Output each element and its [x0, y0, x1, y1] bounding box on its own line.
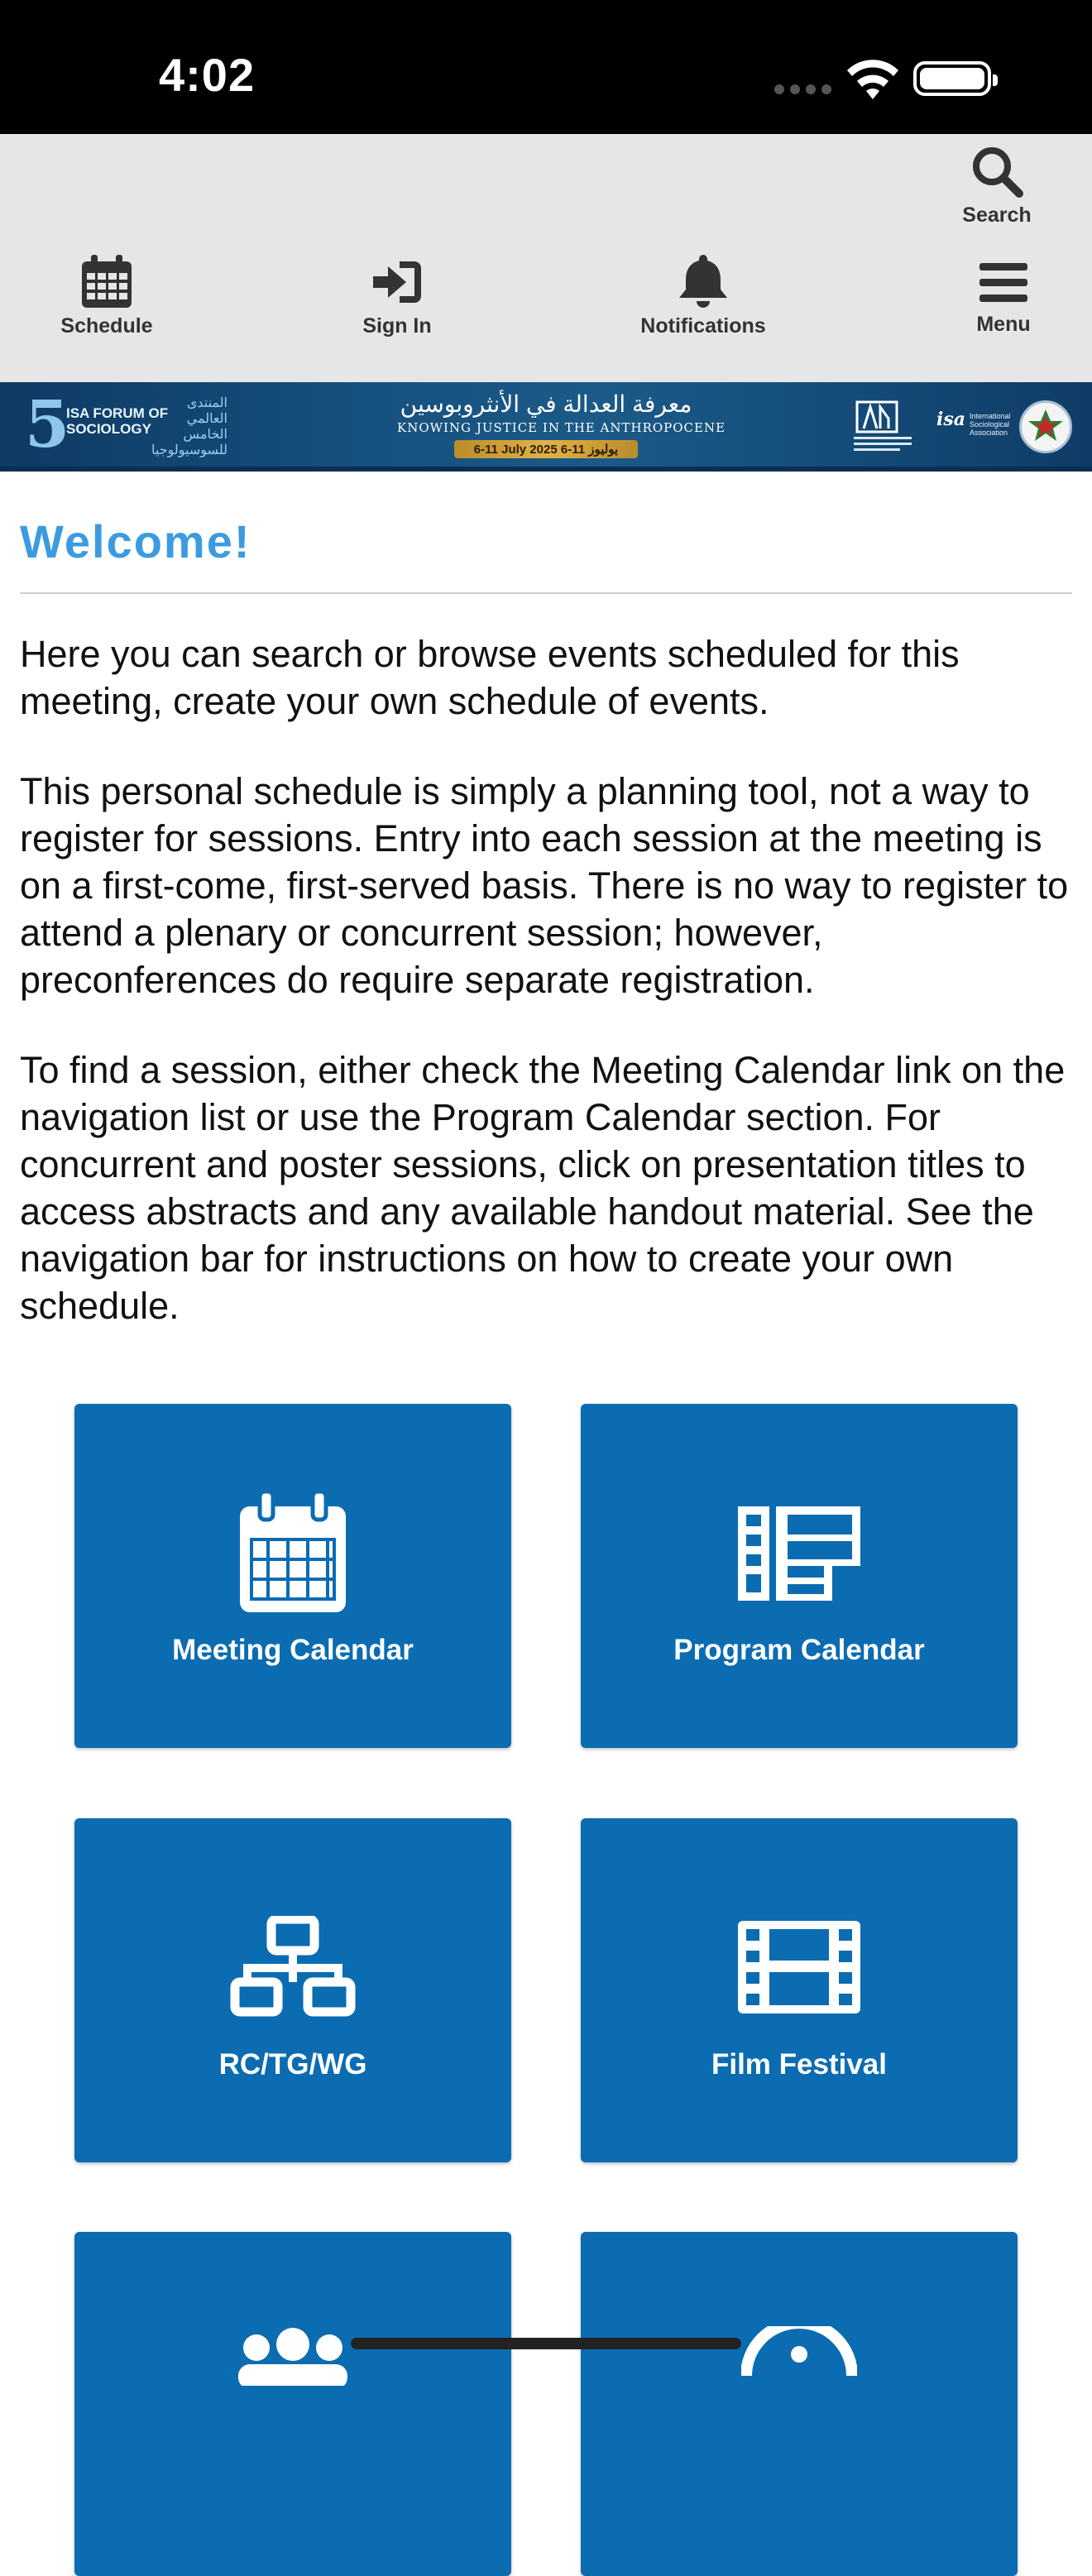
intro-paragraph-3: To find a session, either check the Meeting Calendar link on the navigation list or use the Program Calendar section. For concurrent and poster sessions, click on presentation titles to access abstracts and any available handout material. See the navigation bar for instructions on how to create your own schedule.	[20, 1049, 1066, 1327]
sign-in-button[interactable]	[339, 255, 455, 338]
cellular-signal-icon	[774, 84, 832, 94]
event-banner[interactable]	[0, 382, 1092, 472]
menu-label: Menu	[976, 313, 1031, 336]
banner-theme-block	[397, 390, 726, 458]
program-list-icon	[736, 1505, 862, 1602]
bell-icon	[676, 251, 730, 309]
schedule-button[interactable]	[48, 253, 165, 338]
banner-arabic-theme: معرفة العدالة في الأنثروبوسين	[400, 391, 692, 417]
info-icon	[741, 2326, 857, 2376]
info-tile[interactable]	[581, 2232, 1018, 2576]
isa-logo: isa International Sociological Association	[936, 409, 1011, 437]
search-label: Search	[962, 203, 1032, 227]
title-divider	[20, 592, 1072, 594]
tile-label: Meeting Calendar	[172, 1634, 414, 1666]
banner-forum-title: ISA FORUM OF SOCIOLOGY	[66, 405, 169, 437]
battery-icon	[913, 61, 991, 96]
program-calendar-tile[interactable]	[581, 1404, 1018, 1748]
schedule-label: Schedule	[60, 314, 153, 338]
tile-label: Film Festival	[711, 2048, 888, 2080]
welcome-section	[20, 510, 1072, 1329]
star-emblem-icon	[1019, 400, 1072, 453]
sign-in-label: Sign In	[362, 314, 432, 338]
university-logo-icon	[852, 399, 918, 453]
sign-in-icon	[370, 255, 424, 309]
intro-paragraph-1: Here you can search or browse events scheduled for this meeting, create your own schedule of events.	[20, 633, 960, 722]
calendar-icon	[235, 1490, 351, 1616]
calendar-icon	[79, 253, 134, 309]
tile-label: RC/TG/WG	[218, 2048, 367, 2080]
home-indicator[interactable]	[351, 2338, 741, 2349]
app-toolbar	[0, 134, 1092, 382]
search-button[interactable]	[943, 144, 1051, 227]
search-icon	[970, 144, 1024, 199]
intro-paragraph-2: This personal schedule is simply a planning tool, not a way to register for sessions. Entry into each session at the meeting is on a first-come, first-served basis. There is no way to register to attend a plenary or concurrent session; however, preconferences do require separate registration.	[20, 770, 1069, 1001]
status-bar	[0, 0, 1092, 134]
hamburger-menu-icon	[978, 256, 1029, 308]
banner-arabic-forum: المنتدى العالمي الخامس للسوسيولوجيا	[151, 396, 228, 457]
users-icon	[227, 2328, 359, 2386]
banner-number: 5	[25, 387, 70, 462]
banner-dates: 6-11 July 2025 يوليوز 11-6	[454, 440, 638, 458]
film-icon	[736, 1919, 862, 2015]
tile-label: Program Calendar	[673, 1634, 925, 1666]
page-title: Welcome!	[20, 515, 251, 567]
menu-button[interactable]	[951, 256, 1056, 337]
notifications-label: Notifications	[640, 314, 766, 338]
banner-theme: KNOWING JUSTICE IN THE ANTHROPOCENE	[397, 420, 726, 435]
wifi-icon	[844, 58, 902, 101]
film-festival-tile[interactable]	[581, 1818, 1018, 2162]
rc-tg-wg-tile[interactable]	[74, 1818, 511, 2162]
notifications-button[interactable]	[629, 251, 778, 338]
meeting-calendar-tile[interactable]	[74, 1404, 511, 1748]
network-icon	[230, 1916, 356, 2017]
members-tile[interactable]	[74, 2232, 511, 2576]
status-time: 4:02	[159, 49, 256, 101]
